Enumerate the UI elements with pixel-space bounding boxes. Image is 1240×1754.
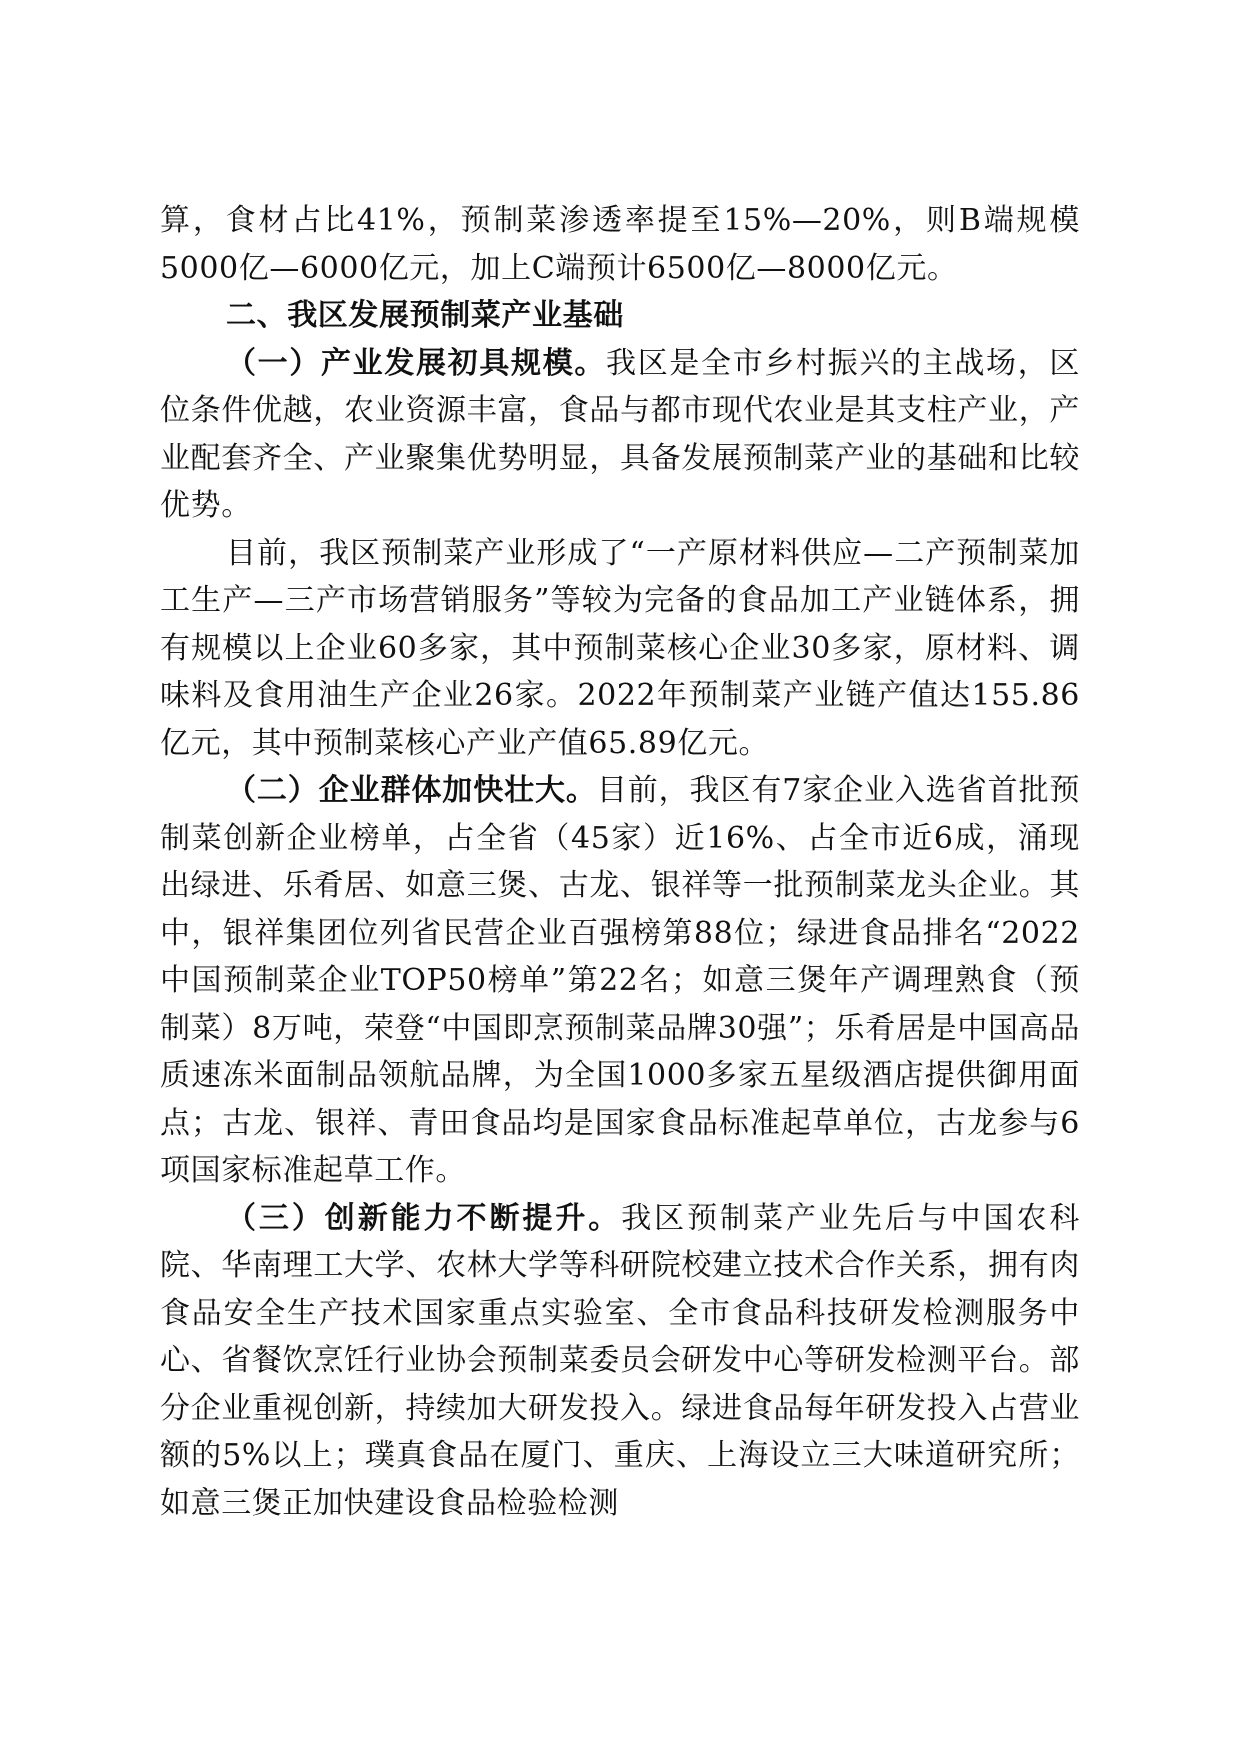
subheading-innovation: （三）创新能力不断提升。: [226, 1200, 622, 1236]
paragraph-enterprise-groups: [160, 767, 1080, 1195]
enterprise-groups-text: 目前，我区有7家企业入选省首批预制菜创新企业榜单，占全省（45家）近16%、占全市近6成，涌现出绿进、乐肴居、如意三煲、古龙、银祥等一批预制菜龙头企业。其中，银祥集团位列省民营企业百强榜第88位；绿进食品排名“2022中国预制菜企业TOP50榜单”第22名；如意三煲年产调理熟食（预制菜）8万吨，荣登“中国即烹预制菜品牌30强”；乐肴居是中国高品质速冻米面制品领航品牌，为全国1000多家五星级酒店提供御用面点；古龙、银祥、青田食品均是国家食品标准起草单位，古龙参与6项国家标准起草工作。: [160, 773, 1081, 1188]
paragraph-industry-scale: [160, 340, 1080, 530]
section-heading: 二、我区发展预制菜产业基础: [226, 298, 624, 333]
subheading-enterprise-groups: （二）企业群体加快壮大。: [226, 773, 597, 808]
paragraph-industry-chain: [160, 530, 1080, 768]
paragraph-innovation: [160, 1195, 1080, 1528]
market-scale-text: 算，食材占比41%，预制菜渗透率提至15%—20%，则B端规模5000亿—6000亿元，加上C端预计6500亿—8000亿元。: [160, 203, 1080, 286]
industry-scale-text: 我区是全市乡村振兴的主战场，区位条件优越，农业资源丰富，食品与都市现代农业是其支柱产业，产业配套齐全、产业聚集优势明显，具备发展预制菜产业的基础和比较优势。: [160, 345, 1080, 523]
innovation-text: 我区预制菜产业先后与中国农科院、华南理工大学、农林大学等科研院校建立技术合作关系，拥有肉食品安全生产技术国家重点实验室、全市食品科技研发检测服务中心、省餐饮烹饪行业协会预制菜委员会研发中心等研发检测平台。部分企业重视创新，持续加大研发投入。绿进食品每年研发投入占营业额的5%以上；璞真食品在厦门、重庆、上海设立三大味道研究所；如意三煲正加快建设食品检验检测: [160, 1200, 1080, 1521]
subheading-industry-scale: （一）产业发展初具规模。: [226, 345, 607, 381]
paragraph-market-scale: [160, 197, 1080, 292]
industry-chain-text: 目前，我区预制菜产业形成了“一产原材料供应—二产预制菜加工生产—三产市场营销服务”等较为完备的食品加工产业链体系，拥有规模以上企业60多家，其中预制菜核心企业30多家，原材料、调味料及食用油生产企业26家。2022年预制菜产业链产值达155.86亿元，其中预制菜核心产业产值65.89亿元。: [160, 535, 1080, 761]
document-body: [160, 197, 1080, 1527]
